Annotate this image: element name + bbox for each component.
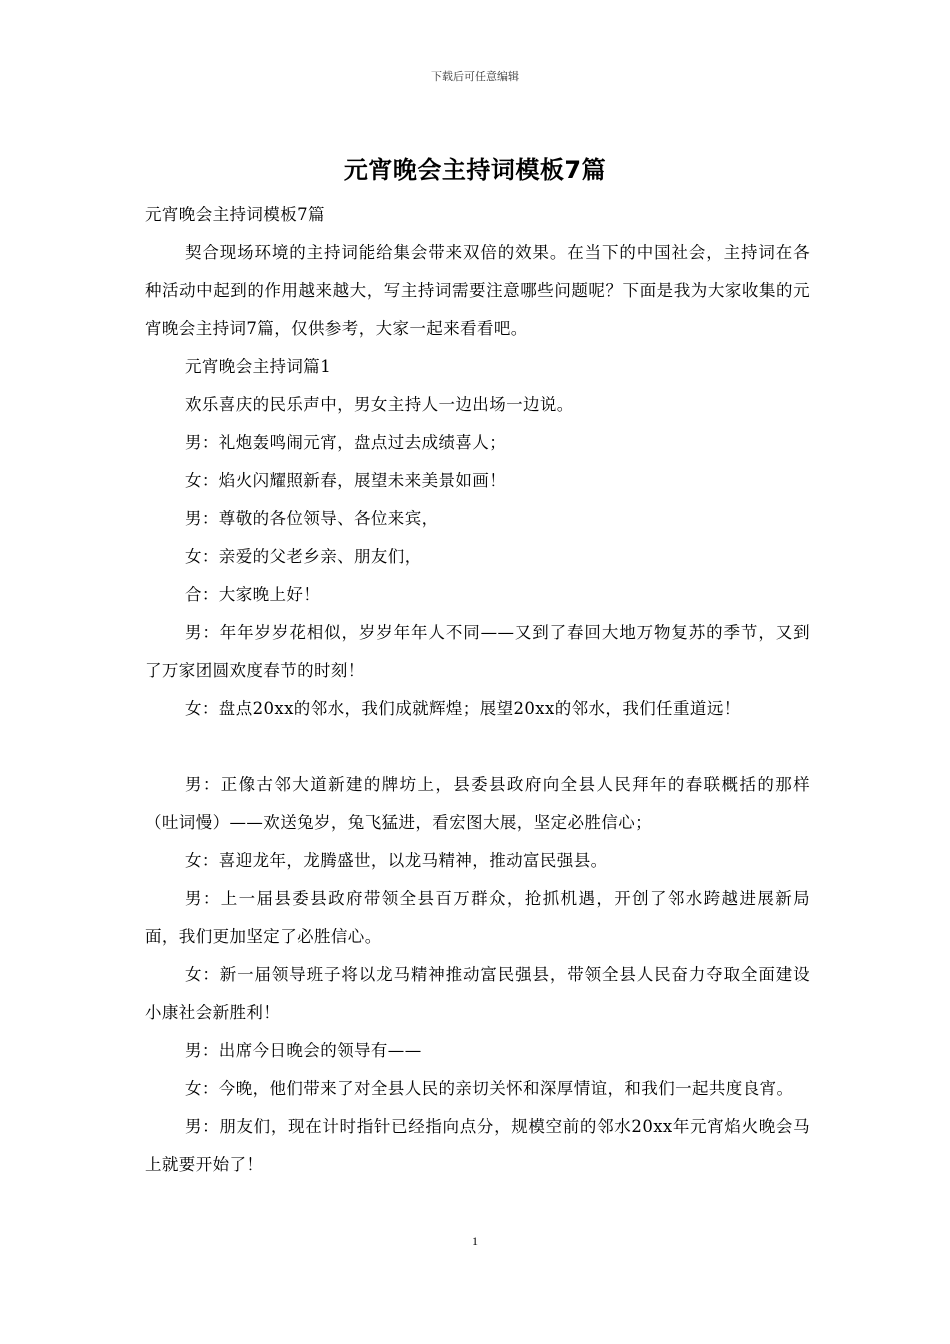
- header-note: 下载后可任意编辑: [431, 70, 519, 83]
- document-body: [145, 196, 810, 1184]
- document-title: 元宵晚会主持词模板7篇: [343, 156, 607, 184]
- dialogue-line: 合：大家晚上好！: [185, 585, 321, 604]
- dialogue-line: 男：正像古邻大道新建的牌坊上，县委县政府向全县人民拜年的春联概括的那样（吐词慢）——欢送兔岁，兔飞猛进，看宏图大展，坚定必胜信心；: [145, 775, 810, 832]
- dialogue-line: 男：上一届县委县政府带领全县百万群众，抢抓机遇，开创了邻水跨越进展新局面，我们更加坚定了必胜信心。: [145, 889, 810, 946]
- dialogue-line: 女：亲爱的父老乡亲、朋友们，: [185, 547, 422, 566]
- dialogue-line: 男：尊敬的各位领导、各位来宾，: [185, 509, 439, 528]
- page-number: 1: [472, 1234, 478, 1248]
- dialogue-line: 男：年年岁岁花相似，岁岁年年人不同——又到了春回大地万物复苏的季节，又到了万家团圆欢度春节的时刻！: [145, 623, 810, 680]
- dialogue-line: 女：新一届领导班子将以龙马精神推动富民强县，带领全县人民奋力夺取全面建设小康社会新胜利！: [145, 965, 810, 1022]
- stage-direction: 欢乐喜庆的民乐声中，男女主持人一边出场一边说。: [185, 395, 574, 414]
- dialogue-line: 女：盘点20xx的邻水，我们成就辉煌；展望20xx的邻水，我们任重道远！: [185, 699, 741, 718]
- dialogue-line: 女：喜迎龙年，龙腾盛世，以龙马精神，推动富民强县。: [185, 851, 608, 870]
- intro-paragraph: 契合现场环境的主持词能给集会带来双倍的效果。在当下的中国社会，主持词在各种活动中起到的作用越来越大，写主持词需要注意哪些问题呢？下面是我为大家收集的元宵晚会主持词7篇，仅供参考，大家一起来看看吧。: [145, 243, 810, 338]
- subtitle-line: 元宵晚会主持词模板7篇: [145, 205, 325, 224]
- dialogue-line: 女：今晚，他们带来了对全县人民的亲切关怀和深厚情谊，和我们一起共度良宵。: [185, 1079, 794, 1098]
- section-heading: 元宵晚会主持词篇1: [185, 357, 332, 376]
- dialogue-line: 男：出席今日晚会的领导有——: [185, 1041, 422, 1060]
- blank-line: [145, 728, 810, 766]
- dialogue-line: 男：朋友们，现在计时指针已经指向点分，规模空前的邻水20xx年元宵焰火晚会马上就要开始了！: [145, 1117, 810, 1174]
- dialogue-line: 女：焰火闪耀照新春，展望未来美景如画！: [185, 471, 507, 490]
- dialogue-line: 男：礼炮轰鸣闹元宵，盘点过去成绩喜人；: [185, 433, 507, 452]
